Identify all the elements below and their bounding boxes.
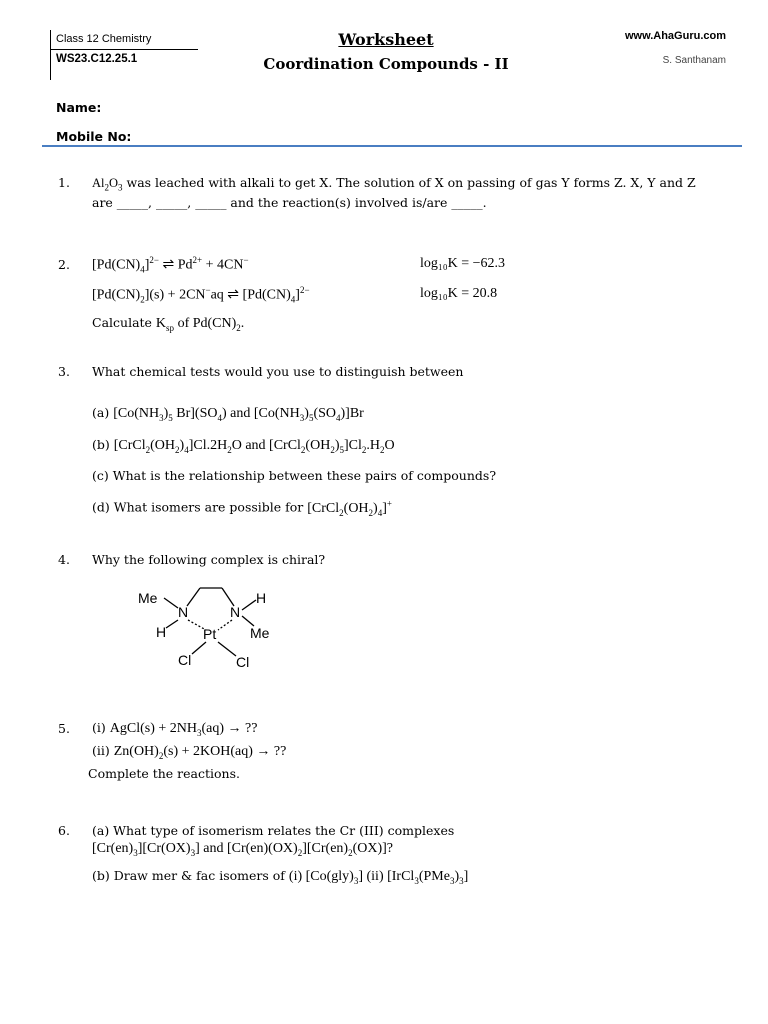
structure-h-2: H: [256, 590, 267, 606]
question-5-number: 5.: [58, 721, 70, 736]
question-2-calculate: Calculate $K_{sp}$ of $Pd(CN)_2$.: [92, 315, 245, 333]
question-3-text: What chemical tests would you use to distinguish between: [92, 364, 464, 379]
question-5-complete: Complete the reactions.: [88, 766, 240, 781]
question-2-logk-2: log₁₀K = 20.8: [420, 286, 498, 301]
question-3-part-b: (b) $[CrCl_2(OH_2)_4]Cl.2H_2O$ and $[CrCl_2(OH_2)_5]Cl_2.H_2O$: [92, 437, 395, 455]
bond-me-n1: [164, 598, 178, 608]
bond-ch2-n2: [222, 588, 234, 606]
structure-h-1: H: [156, 624, 167, 640]
structure-me-2: Me: [250, 625, 270, 641]
structure-me-1: Me: [138, 590, 158, 606]
question-2-equation-1: $[Pd(CN)_4]^{2-}$ ⇌ $Pd^{2+} + 4CN^-$: [92, 255, 249, 275]
bond-pt-cl1: [192, 642, 206, 654]
header-divider: [42, 145, 742, 147]
question-5-part-i: (i) AgCl(s) + $2NH_3(aq)$ → ??: [92, 720, 258, 738]
structure-pt: Pt: [203, 626, 217, 642]
structure-n-2: N: [230, 604, 241, 620]
question-1-line-1: $Al_2O_3$ was leached with alkali to get X. The solution of X on passing of gas Y forms Z. X, Y and Z: [92, 175, 696, 193]
question-6-complexes: $[Cr(en)_3][Cr(OX)_3]$ and $[Cr(en)(OX)_2][Cr(en)_2(OX)]$?: [92, 841, 393, 858]
bond-n2-pt: [218, 620, 232, 630]
question-5-part-ii: (ii) $Zn(OH)_2(s) + 2KOH(aq)$ → ??: [92, 743, 287, 761]
chiral-complex-structure: [130, 582, 290, 672]
worksheet-code: WS23.C12.25.1: [56, 53, 138, 65]
question-1-number: 1.: [58, 175, 70, 190]
bond-h1-n1: [166, 620, 178, 628]
bond-n1-ch2: [187, 588, 200, 606]
question-2-logk-1: log₁₀K = −62.3: [420, 256, 506, 271]
question-3-part-d: (d) What isomers are possible for $[CrCl_2(OH_2)_4]^+$: [92, 498, 392, 518]
question-1-line-2: are _____, _____, _____ and the reaction(s) involved is/are _____.: [92, 195, 487, 210]
class-label: Class 12 Chemistry: [56, 33, 152, 45]
question-6-part-a: (a) What type of isomerism relates the Cr (III) complexes: [92, 823, 455, 838]
author-label: S. Santhanam: [662, 55, 726, 66]
question-3-part-a: (a) [$Co(NH_3)_5$ $Br](SO_4)$ and $[Co(NH_3)_5(SO_4)]Br$: [92, 405, 364, 423]
question-6-number: 6.: [58, 823, 70, 838]
mobile-field-label: Mobile No:: [56, 129, 132, 144]
question-2-equation-2: $[Pd(CN)_2](s) + 2CN^-aq$ ⇌ $[Pd(CN)_4]^{2-}$: [92, 285, 310, 305]
bond-n1-pt: [188, 620, 206, 630]
structure-cl-2: Cl: [236, 654, 250, 670]
bond-pt-cl2: [218, 642, 236, 656]
structure-cl-1: Cl: [178, 652, 192, 668]
page-subtitle: Coordination Compounds - II: [263, 55, 509, 73]
question-6-part-b: (b) Draw mer & fac isomers of (i) $[Co(gly)_3]$ (ii) $[IrCl_3(PMe_3)_3]$: [92, 868, 469, 886]
website-label: www.AhaGuru.com: [624, 30, 726, 42]
name-field-label: Name:: [56, 100, 102, 115]
bond-n2-me2: [242, 616, 254, 626]
header-vertical-line: [50, 30, 51, 80]
question-4-text: Why the following complex is chiral?: [92, 552, 326, 567]
question-3-number: 3.: [58, 364, 70, 379]
question-2-number: 2.: [58, 257, 70, 272]
structure-n-1: N: [178, 604, 189, 620]
bond-n2-h2: [242, 600, 256, 610]
header-horizontal-line: [50, 49, 198, 50]
page-title: Worksheet: [338, 30, 434, 49]
question-4-number: 4.: [58, 552, 70, 567]
question-3-part-c: (c) What is the relationship between these pairs of compounds?: [92, 468, 497, 483]
